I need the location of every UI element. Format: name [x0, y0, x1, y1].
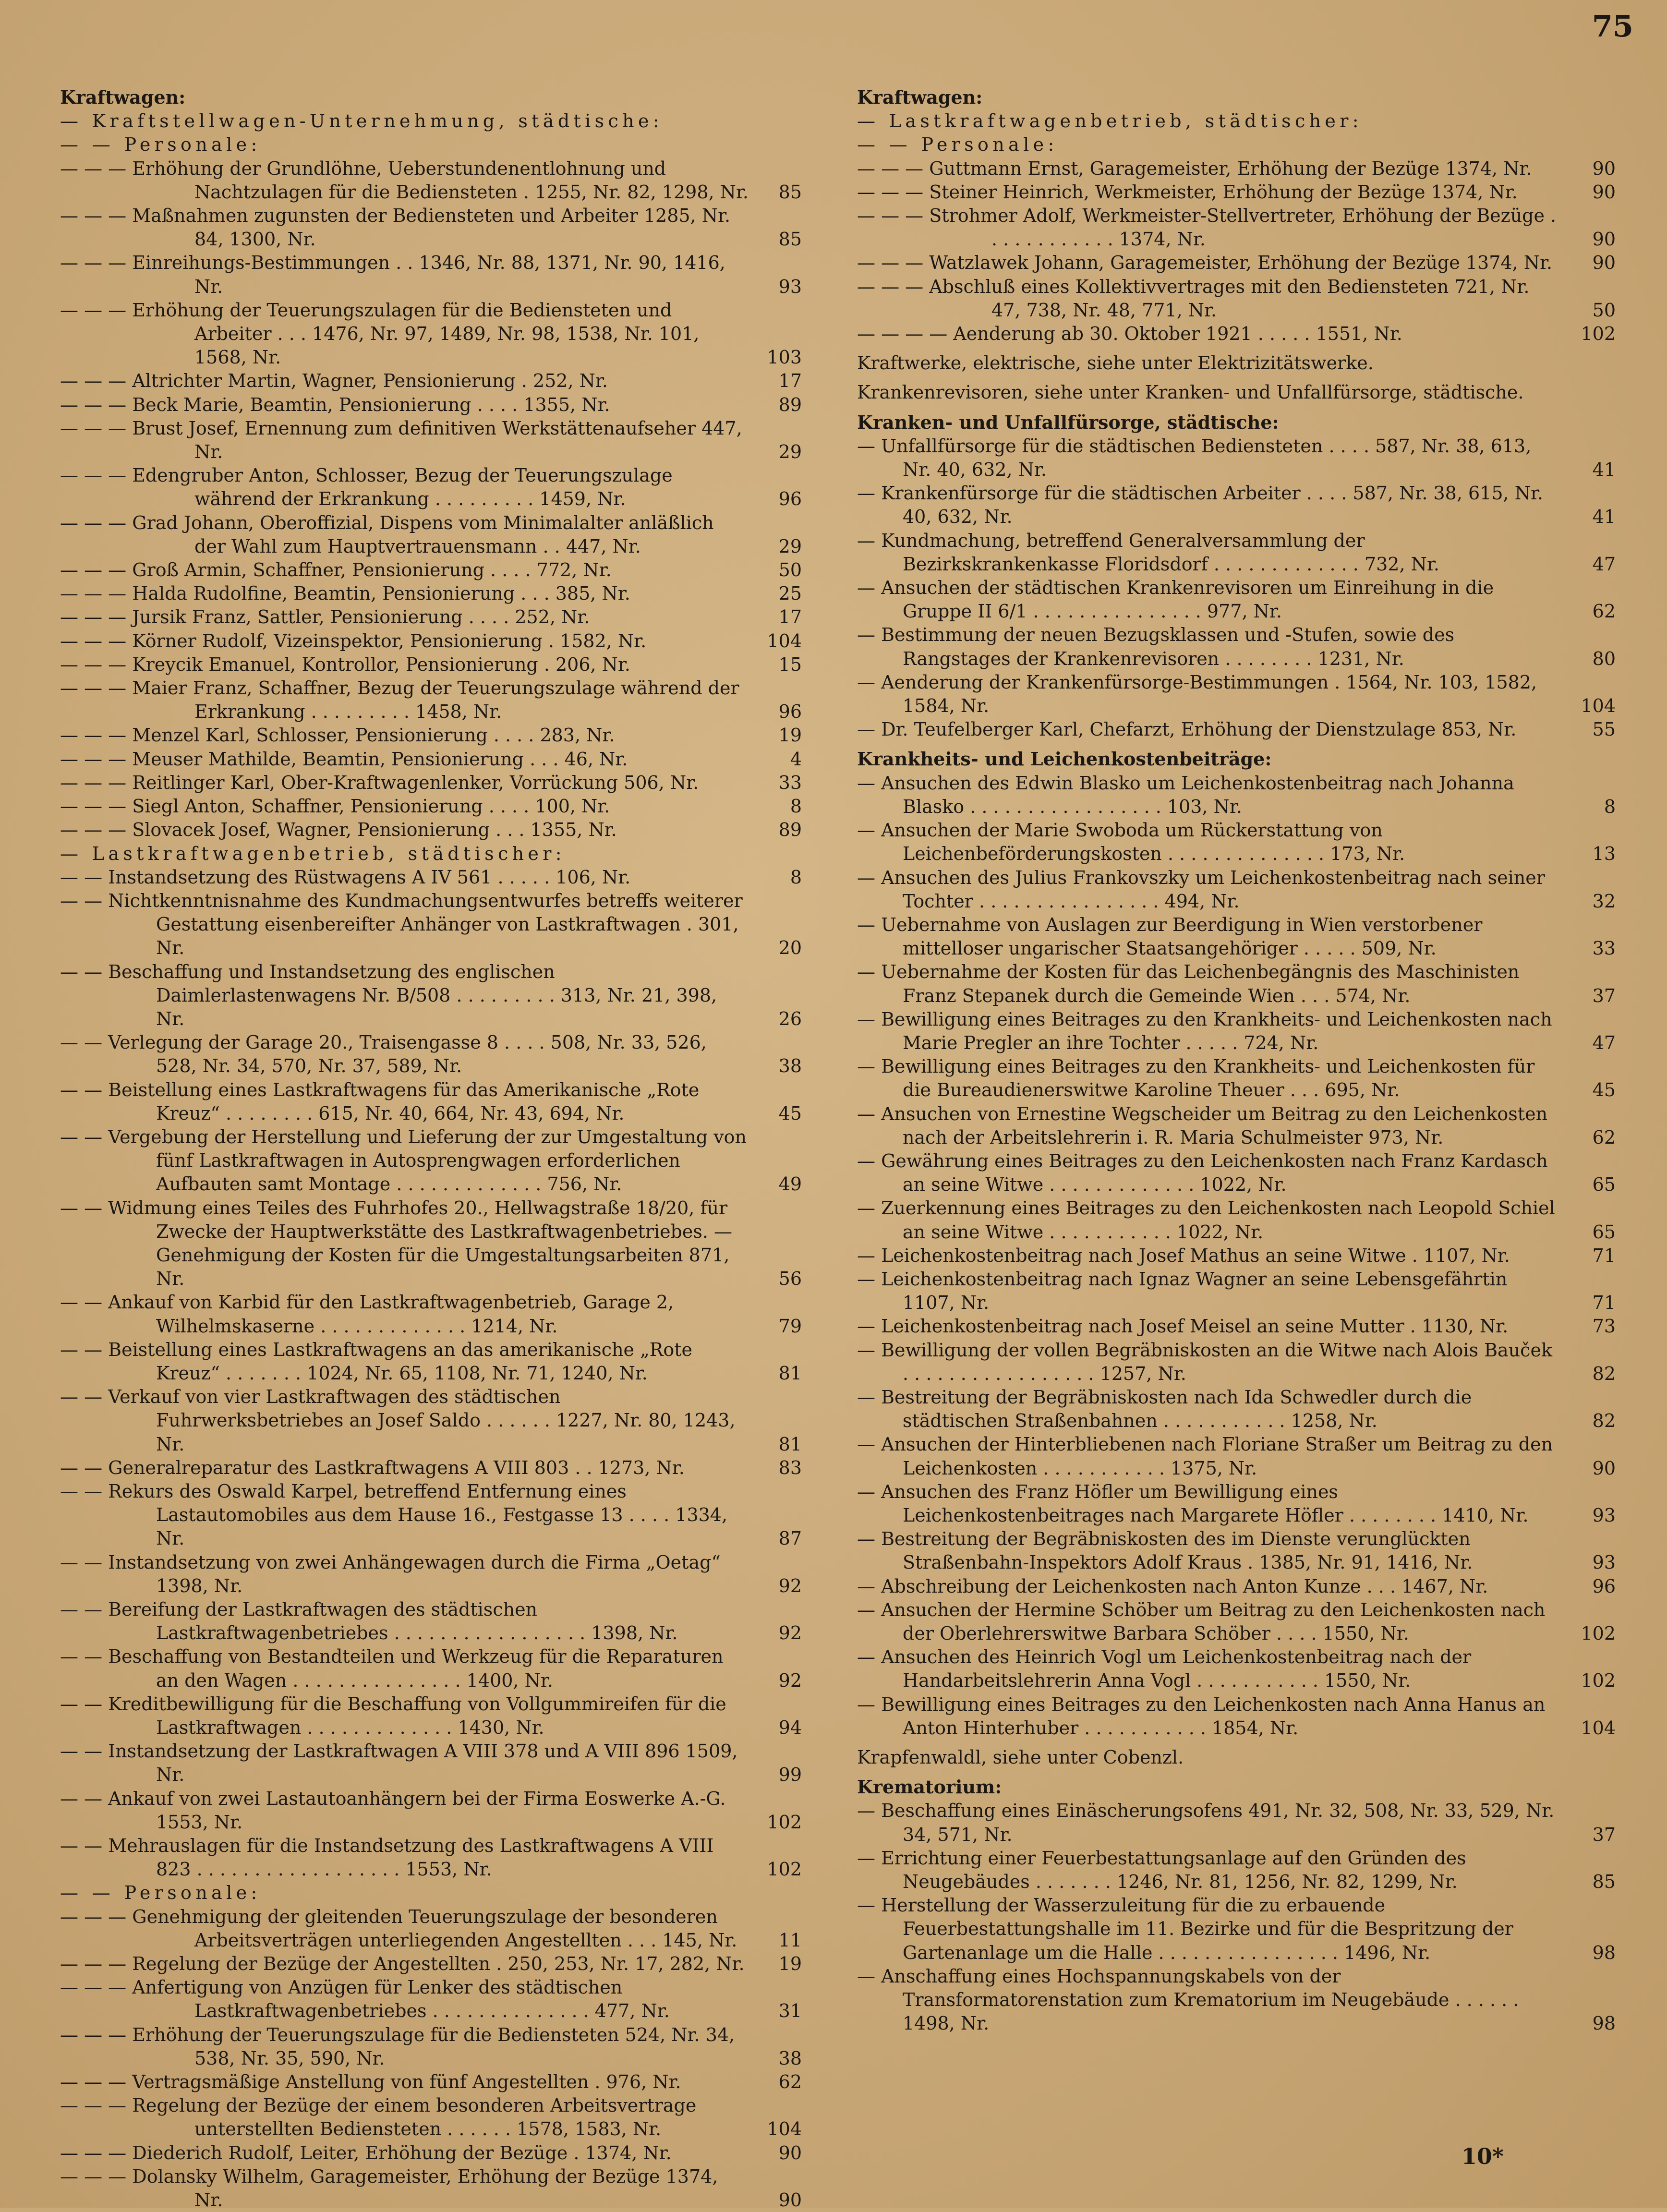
- index-entry: [857, 1645, 1616, 1692]
- index-entry: [60, 1881, 802, 1905]
- index-entry: [60, 2070, 802, 2094]
- page-ref: 15: [778, 653, 802, 675]
- index-entry: [857, 1598, 1616, 1645]
- page-ref: 81: [778, 1362, 802, 1384]
- page-ref: 8: [1604, 796, 1616, 817]
- index-entry: [857, 1339, 1616, 1386]
- index-entry: [857, 482, 1616, 529]
- page-ref: 85: [778, 181, 802, 203]
- index-entry: [60, 960, 802, 1031]
- entry-text: — — Personale:: [60, 1882, 261, 1904]
- index-entry: [857, 1268, 1616, 1315]
- page-ref: 73: [1592, 1316, 1616, 1337]
- index-entry: [857, 576, 1616, 623]
- index-entry: [857, 1244, 1616, 1268]
- index-entry: [857, 1965, 1616, 2036]
- page-ref: 92: [778, 1669, 802, 1691]
- index-entry: [60, 464, 802, 511]
- index-entry: [60, 629, 802, 653]
- entry-text: — — — Edengruber Anton, Schlosser, Bezug der Teuerungszulage während der Erkrankung . . . . . . . . . 1459, Nr.: [60, 465, 673, 510]
- entry-text: — — Beschaffung von Bestandteilen und Werkzeug für die Reparaturen an den Wagen . . . . . . . . . . . . . . . 1400, Nr.: [60, 1646, 724, 1691]
- entry-text: — Uebernahme von Auslagen zur Beerdigung in Wien verstorbener mittelloser ungarischer Staatsangehöriger . . . . . 509, Nr.: [857, 914, 1483, 959]
- index-entry: [60, 1197, 802, 1291]
- page-ref: 89: [778, 819, 802, 841]
- index-entry: [60, 795, 802, 818]
- entry-text: — Ansuchen des Franz Höfler um Bewilligung eines Leichenkostenbeitrages nach Margarete Höfler . . . . . . . . 1410, Nr.: [857, 1481, 1529, 1526]
- entry-text: Kraftwagen:: [60, 86, 186, 108]
- entry-text: — — Instandsetzung der Lastkraftwagen A VIII 378 und A VIII 896 1509, Nr.: [60, 1741, 738, 1786]
- page-ref: 90: [1592, 229, 1616, 250]
- entry-text: — — — Dolansky Wilhelm, Garagemeister, Erhöhung der Bezüge 1374, Nr.: [60, 2165, 718, 2211]
- page-ref: 87: [778, 1528, 802, 1549]
- entry-text: — — — Maßnahmen zugunsten der Bediensteten und Arbeiter 1285, Nr. 84, 1300, Nr.: [60, 205, 731, 250]
- page-ref: 104: [1581, 695, 1616, 717]
- page-ref: 90: [778, 2189, 802, 2211]
- index-entry: [857, 435, 1616, 482]
- page-ref: 62: [778, 2071, 802, 2093]
- index-heading: [857, 747, 1616, 771]
- index-entry: [60, 1456, 802, 1480]
- entry-text: Kraftwerke, elektrische, siehe unter Elektrizitätswerke.: [857, 352, 1374, 374]
- entry-text: — — — Reitlinger Karl, Ober-Kraftwagenlenker, Vorrückung 506, Nr.: [60, 772, 699, 793]
- index-entry: [857, 322, 1616, 346]
- entry-text: — — — Altrichter Martin, Wagner, Pensionierung . 252, Nr.: [60, 370, 608, 392]
- index-entry: [857, 181, 1616, 204]
- page-ref: 85: [1592, 1871, 1616, 1893]
- page-ref: 32: [1592, 890, 1616, 912]
- page-ref: 96: [778, 488, 802, 510]
- page-ref: 90: [778, 2142, 802, 2164]
- index-entry: [857, 1102, 1616, 1149]
- entry-text: — — — Erhöhung der Grundlöhne, Ueberstundenentlohnung und Nachtzulagen für die Bediensteten . 1255, Nr. 82, 1298, Nr.: [60, 157, 749, 203]
- page-ref: 47: [1592, 1032, 1616, 1053]
- entry-text: — — — Einreihungs-Bestimmungen . . 1346, Nr. 88, 1371, Nr. 90, 1416, Nr.: [60, 252, 725, 297]
- entry-text: — Ansuchen von Ernestine Wegscheider um Beitrag zu den Leichenkosten nach der Arbeitslehrerin i. R. Maria Schulmeister 973, Nr.: [857, 1103, 1548, 1148]
- page-ref: 17: [778, 370, 802, 392]
- page-ref: 102: [1581, 1670, 1616, 1692]
- index-entry: [60, 2141, 802, 2165]
- entry-text: — — — Regelung der Bezüge der Angestellten . 250, 253, Nr. 17, 282, Nr.: [60, 1953, 745, 1975]
- entry-text: — — — Vertragsmäßige Anstellung von fünf Angestellten . 976, Nr.: [60, 2071, 681, 2093]
- index-entry: [857, 866, 1616, 913]
- entry-text: Krankenrevisoren, siehe unter Kranken- und Unfallfürsorge, städtische.: [857, 382, 1524, 403]
- entry-text: — Leichenkostenbeitrag nach Josef Mathus an seine Witwe . 1107, Nr.: [857, 1245, 1510, 1266]
- entry-text: — — — Jursik Franz, Sattler, Pensionierung . . . . 252, Nr.: [60, 606, 590, 628]
- page-ref: 93: [778, 276, 802, 297]
- entry-text: — — — Siegl Anton, Schaffner, Pensionierung . . . . 100, Nr.: [60, 796, 610, 817]
- index-entry: [60, 251, 802, 298]
- entry-text: — — — Körner Rudolf, Vizeinspektor, Pensionierung . 1582, Nr.: [60, 630, 647, 652]
- entry-text: — Krankenfürsorge für die städtischen Arbeiter . . . . 587, Nr. 38, 615, Nr. 40, 632, Nr.: [857, 483, 1544, 528]
- index-entry: [60, 558, 802, 582]
- index-entry: [857, 819, 1616, 866]
- page-ref: 62: [1592, 1126, 1616, 1148]
- entry-text: — Zuerkennung eines Beitrages zu den Leichenkosten nach Leopold Schiel an seine Witwe . . . . . . . . . . . 1022, Nr.: [857, 1197, 1555, 1243]
- page-ref: 96: [778, 701, 802, 723]
- entry-text: — Ansuchen der Hermine Schöber um Beitrag zu den Leichenkosten nach der Oberlehrerswitwe Barbara Schöber . . . . 1550, Nr.: [857, 1599, 1546, 1644]
- page-ref: 33: [778, 772, 802, 793]
- index-entry: [60, 1787, 802, 1834]
- entry-text: — — Nichtkenntnisnahme des Kundmachungsentwurfes betreffs weiterer Gestattung eisenbereifter Anhänger von Lastkraftwagen . 301, Nr.: [60, 890, 743, 959]
- index-entry: [60, 1905, 802, 1952]
- page-ref: 8: [790, 796, 802, 817]
- page-ref: 90: [1592, 1457, 1616, 1479]
- entry-text: — — — Regelung der Bezüge der einem besonderen Arbeitsvertrage unterstellten Bediensteten . . . . . . 1578, 1583, Nr.: [60, 2095, 697, 2140]
- index-entry: [60, 842, 802, 866]
- page-ref: 89: [778, 394, 802, 415]
- page-ref: 93: [1592, 1504, 1616, 1526]
- page-number: 75: [1592, 9, 1633, 44]
- entry-text: — Bestreitung der Begräbniskosten nach Ida Schwedler durch die städtischen Straßenbahnen . . . . . . . . . . . 1258, Nr.: [857, 1386, 1472, 1432]
- index-entry: [857, 913, 1616, 960]
- page-ref: 38: [778, 1055, 802, 1077]
- entry-text: — — Beistellung eines Lastkraftwagens für das Amerikanische „Rote Kreuz“ . . . . . . . . 615, Nr. 40, 664, Nr. 43, 694, Nr.: [60, 1079, 700, 1124]
- index-entry: [60, 1385, 802, 1456]
- index-entry: [60, 1976, 802, 2023]
- index-entry: [857, 109, 1616, 133]
- page-ref: 71: [1592, 1292, 1616, 1314]
- page-ref: 81: [778, 1433, 802, 1455]
- page-ref: 33: [1592, 938, 1616, 959]
- index-entry: [60, 1291, 802, 1338]
- index-entry: [857, 1315, 1616, 1338]
- entry-text: — — — Guttmann Ernst, Garagemeister, Erhöhung der Bezüge 1374, Nr.: [857, 157, 1532, 179]
- entry-text: — — — Brust Josef, Ernennung zum definitiven Werkstättenaufseher 447, Nr.: [60, 417, 742, 463]
- page-ref: 96: [1592, 1575, 1616, 1597]
- page-ref: 79: [778, 1315, 802, 1337]
- page-ref: 102: [1581, 323, 1616, 345]
- entry-text: — — — Anfertigung von Anzügen für Lenker des städtischen Lastkraftwagenbetriebes . . . . . . . . . . . . . . 477, Nr.: [60, 1977, 670, 2022]
- index-entry: [60, 1551, 802, 1598]
- entry-text: — — — Groß Armin, Schaffner, Pensionierung . . . . 772, Nr.: [60, 559, 612, 581]
- page-ref: 102: [767, 1859, 802, 1880]
- page-ref: 29: [778, 441, 802, 463]
- index-entry: [60, 653, 802, 677]
- entry-text: — Kundmachung, betreffend Generalversammlung der Bezirkskrankenkasse Floridsdorf . . . . . . . . . . . . . 732, Nr.: [857, 530, 1439, 575]
- page-ref: 11: [778, 1929, 802, 1951]
- entry-text: — — Rekurs des Oswald Karpel, betreffend Entfernung eines Lastautomobiles aus dem Hause 16., Festgasse 13 . . . . 1334, Nr.: [60, 1480, 728, 1549]
- page-ref: 37: [1592, 985, 1616, 1006]
- page-ref: 82: [1592, 1410, 1616, 1432]
- index-entry: [857, 1433, 1616, 1480]
- index-entry: [857, 772, 1616, 819]
- entry-text: — Bestreitung der Begräbniskosten des im Dienste verunglückten Straßenbahn-Inspektors Adolf Kraus . 1385, Nr. 91, 1416, Nr.: [857, 1528, 1473, 1573]
- entry-text: — Lastkraftwagenbetrieb, städtischer:: [857, 110, 1363, 132]
- index-entry: [60, 889, 802, 960]
- index-entry: [857, 1386, 1616, 1433]
- entry-text: — Bewilligung eines Beitrages zu den Krankheits- und Leichenkosten für die Bureaudienerswitwe Karoline Theuer . . . 695, Nr.: [857, 1056, 1535, 1101]
- index-entry: [60, 1740, 802, 1787]
- index-entry: [60, 369, 802, 393]
- index-entry: [857, 718, 1616, 741]
- page-ref: 49: [778, 1173, 802, 1195]
- page-ref: 17: [778, 606, 802, 628]
- entry-text: — Leichenkostenbeitrag nach Ignaz Wagner an seine Lebensgefährtin 1107, Nr.: [857, 1268, 1508, 1314]
- index-entry: [857, 1527, 1616, 1574]
- entry-text: — — Vergebung der Herstellung und Lieferung der zur Umgestaltung von fünf Lastkraftwagen in Autosprengwagen erforderlichen Aufbauten samt Montage . . . . . . . . . . . . . 756, Nr.: [60, 1126, 747, 1195]
- index-entry: [60, 771, 802, 795]
- index-entry: [857, 204, 1616, 251]
- page-ref: 8: [790, 866, 802, 888]
- page-ref: 90: [1592, 157, 1616, 179]
- page-ref: 4: [790, 748, 802, 770]
- index-entry: [60, 1338, 802, 1385]
- index-heading: [857, 351, 1616, 375]
- entry-text: — Anschaffung eines Hochspannungskabels von der Transformatorenstation zum Krematorium im Neugebäude . . . . . . 1498, Nr.: [857, 1965, 1519, 2034]
- index-entry: [60, 605, 802, 629]
- entry-text: — — Verkauf von vier Lastkraftwagen des städtischen Fuhrwerksbetriebes an Josef Saldo . . . . . . 1227, Nr. 80, 1243, Nr.: [60, 1386, 736, 1455]
- page-ref: 85: [778, 229, 802, 250]
- page-ref: 62: [1592, 601, 1616, 622]
- page-ref: 90: [1592, 181, 1616, 203]
- entry-text: — — Widmung eines Teiles des Fuhrhofes 20., Hellwagstraße 18/20, für Zwecke der Hauptwerkstätte des Lastkraftwagenbetriebes. — Genehmigung der Kosten für die Umgestaltungsarbeiten 871, Nr.: [60, 1197, 733, 1290]
- index-heading: [60, 85, 802, 109]
- index-entry: [60, 393, 802, 417]
- entry-text: — — Beistellung eines Lastkraftwagens an das amerikanische „Rote Kreuz“ . . . . . . . 1024, Nr. 65, 1108, Nr. 71, 1240, Nr.: [60, 1339, 693, 1384]
- footer-signature-mark: 10*: [1461, 2143, 1504, 2169]
- entry-text: — — — Steiner Heinrich, Werkmeister, Erhöhung der Bezüge 1374, Nr.: [857, 181, 1518, 203]
- index-entry: [60, 1834, 802, 1881]
- page-ref: 103: [767, 347, 802, 368]
- page-ref: 25: [778, 583, 802, 604]
- entry-text: — — — Abschluß eines Kollektivvertrages mit den Bediensteten 721, Nr. 47, 738, Nr. 48, 771, Nr.: [857, 276, 1530, 321]
- entry-text: — Ansuchen der Marie Swoboda um Rückerstattung von Leichenbeförderungskosten . . . . . . . . . . . . . . 173, Nr.: [857, 820, 1405, 865]
- index-heading: [857, 1775, 1616, 1799]
- index-heading: [857, 381, 1616, 404]
- entry-text: — — — Halda Rudolfine, Beamtin, Pensionierung . . . 385, Nr.: [60, 583, 630, 604]
- index-entry: [60, 677, 802, 724]
- index-entry: [857, 1693, 1616, 1740]
- right-column: [857, 85, 1616, 2035]
- page-ref: 20: [778, 937, 802, 959]
- index-entry: [857, 1575, 1616, 1598]
- entry-text: — — — Erhöhung der Teuerungszulage für die Bediensteten 524, Nr. 34, 538, Nr. 35, 590, Nr.: [60, 2024, 735, 2069]
- index-entry: [60, 109, 802, 133]
- page-ref: 65: [1592, 1221, 1616, 1243]
- index-entry: [857, 133, 1616, 157]
- index-entry: [857, 671, 1616, 718]
- entry-text: — Leichenkostenbeitrag nach Josef Meisel an seine Mutter . 1130, Nr.: [857, 1316, 1509, 1337]
- entry-text: Kranken- und Unfallfürsorge, städtische:: [857, 411, 1279, 433]
- entry-text: — Herstellung der Wasserzuleitung für die zu erbauende Feuerbestattungshalle im 11. Bezirke und für die Bespritzung der Gartenanlage um die Halle . . . . . . . . . . . . . . . . 1496, Nr.: [857, 1895, 1513, 1963]
- index-entry: [60, 1692, 802, 1740]
- index-entry: [857, 1894, 1616, 1965]
- index-entry: [857, 1799, 1616, 1846]
- index-entry: [60, 1125, 802, 1197]
- page-ref: 47: [1592, 553, 1616, 575]
- entry-text: — — — Erhöhung der Teuerungszulagen für die Bediensteten und Arbeiter . . . 1476, Nr. 97, 1489, Nr. 98, 1538, Nr. 101, 1568, Nr.: [60, 299, 700, 368]
- entry-text: — — — Strohmer Adolf, Werkmeister-Stellvertreter, Erhöhung der Bezüge . . . . . . . . . . . . 1374, Nr.: [857, 205, 1557, 250]
- index-entry: [60, 818, 802, 842]
- entry-text: — — Instandsetzung von zwei Anhängewagen durch die Firma „Oetag“ 1398, Nr.: [60, 1551, 721, 1596]
- entry-text: — — Kreditbewilligung für die Beschaffung von Vollgummireifen für die Lastkraftwagen . . . . . . . . . . . . . 1430, Nr.: [60, 1693, 726, 1739]
- index-entry: [857, 529, 1616, 576]
- index-entry: [60, 417, 802, 464]
- index-entry: [857, 623, 1616, 670]
- entry-text: — Kraftstellwagen-Unternehmung, städtische:: [60, 110, 664, 132]
- page-ref: 71: [1592, 1245, 1616, 1266]
- index-entry: [857, 1149, 1616, 1197]
- index-entry: [857, 251, 1616, 275]
- page-ref: 104: [1581, 1717, 1616, 1739]
- index-entry: [60, 133, 802, 157]
- entry-text: — — Personale:: [60, 134, 261, 156]
- page-ref: 83: [778, 1457, 802, 1478]
- entry-text: — — Instandsetzung des Rüstwagens A IV 561 . . . . . 106, Nr.: [60, 866, 631, 888]
- entry-text: — Abschreibung der Leichenkosten nach Anton Kunze . . . 1467, Nr.: [857, 1575, 1488, 1597]
- entry-text: — — — Menzel Karl, Schlosser, Pensionierung . . . . 283, Nr.: [60, 725, 615, 746]
- page-ref: 104: [767, 2118, 802, 2140]
- index-entry: [60, 1078, 802, 1125]
- index-entry: [60, 866, 802, 889]
- entry-text: — Ansuchen des Julius Frankovszky um Leichenkostenbeitrag nach seiner Tochter . . . . . . . . . . . . . . . . 494, Nr.: [857, 867, 1545, 912]
- entry-text: — Ansuchen des Edwin Blasko um Leichenkostenbeitrag nach Johanna Blasko . . . . . . . . . . . . . . . . . 103, Nr.: [857, 772, 1514, 817]
- entry-text: — — — Slovacek Josef, Wagner, Pensionierung . . . 1355, Nr.: [60, 819, 617, 841]
- index-entry: [60, 511, 802, 558]
- index-heading: [857, 85, 1616, 109]
- page-ref: 56: [778, 1268, 802, 1290]
- entry-text: — — — Maier Franz, Schaffner, Bezug der Teuerungszulage während der Erkrankung . . . . . . . . . 1458, Nr.: [60, 677, 739, 723]
- page-ref: 50: [1592, 299, 1616, 321]
- entry-text: Krematorium:: [857, 1776, 1002, 1798]
- index-entry: [60, 204, 802, 251]
- entry-text: — — Bereifung der Lastkraftwagen des städtischen Lastkraftwagenbetriebes . . . . . . . . . . . . . . . . . 1398, Nr.: [60, 1599, 678, 1644]
- page-ref: 50: [778, 559, 802, 581]
- page-ref: 82: [1592, 1363, 1616, 1384]
- page-ref: 19: [778, 725, 802, 746]
- entry-text: — — — Diederich Rudolf, Leiter, Erhöhung der Bezüge . 1374, Nr.: [60, 2142, 672, 2164]
- page-ref: 38: [778, 2047, 802, 2069]
- index-entry: [60, 299, 802, 370]
- page-ref: 41: [1592, 459, 1616, 481]
- entry-text: — — — — Aenderung ab 30. Oktober 1921 . . . . . 1551, Nr.: [857, 323, 1402, 345]
- entry-text: — — — Grad Johann, Oberoffizial, Dispens vom Minimalalter anläßlich der Wahl zum Hauptvertrauensmann . . 447, Nr.: [60, 512, 714, 557]
- entry-text: — — — Meuser Mathilde, Beamtin, Pensionierung . . . 46, Nr.: [60, 748, 628, 770]
- entry-text: — — — Watzlawek Johann, Garagemeister, Erhöhung der Bezüge 1374, Nr.: [857, 252, 1553, 274]
- page-ref: 45: [778, 1102, 802, 1124]
- page-ref: 45: [1592, 1079, 1616, 1101]
- entry-text: — — Generalreparatur des Lastkraftwagens A VIII 803 . . 1273, Nr.: [60, 1457, 685, 1478]
- entry-text: — Unfallfürsorge für die städtischen Bediensteten . . . . 587, Nr. 38, 613, Nr. 40, 632, Nr.: [857, 435, 1532, 481]
- index-entry: [857, 1480, 1616, 1527]
- entry-text: — Bestimmung der neuen Bezugsklassen und -Stufen, sowie des Rangstages der Krankenrevisoren . . . . . . . . 1231, Nr.: [857, 624, 1455, 669]
- entry-text: — Dr. Teufelberger Karl, Chefarzt, Erhöhung der Dienstzulage 853, Nr.: [857, 719, 1517, 740]
- entry-text: — Beschaffung eines Einäscherungsofens 491, Nr. 32, 508, Nr. 33, 529, Nr. 34, 571, Nr.: [857, 1800, 1555, 1845]
- entry-text: — Errichtung einer Feuerbestattungsanlage auf den Gründen des Neugebäudes . . . . . . . 1246, Nr. 81, 1256, Nr. 82, 1299, Nr.: [857, 1847, 1466, 1893]
- entry-text: Kraftwagen:: [857, 86, 983, 108]
- index-entry: [60, 1031, 802, 1078]
- index-entry: [857, 157, 1616, 181]
- entry-text: — — Personale:: [857, 134, 1058, 156]
- left-column: [60, 85, 802, 2212]
- page-ref: 102: [1581, 1623, 1616, 1644]
- page-ref: 104: [767, 630, 802, 652]
- entry-text: — Bewilligung eines Beitrages zu den Leichenkosten nach Anna Hanus an Anton Hinterhuber . . . . . . . . . . . 1854, Nr.: [857, 1693, 1546, 1739]
- page-ref: 65: [1592, 1174, 1616, 1196]
- index-entry: [60, 1952, 802, 1976]
- entry-text: — Ansuchen der Hinterbliebenen nach Floriane Straßer um Beitrag zu den Leichenkosten . . . . . . . . . . . 1375, Nr.: [857, 1434, 1553, 1479]
- page-ref: 94: [778, 1717, 802, 1739]
- index-entry: [60, 724, 802, 747]
- page-ref: 90: [1592, 252, 1616, 274]
- page-ref: 80: [1592, 648, 1616, 669]
- page-ref: 31: [778, 2000, 802, 2022]
- entry-text: Krapfenwaldl, siehe unter Cobenzl.: [857, 1747, 1184, 1768]
- index-entry: [857, 1008, 1616, 1055]
- page-ref: 19: [778, 1953, 802, 1975]
- index-heading: [857, 1746, 1616, 1769]
- entry-text: — Ansuchen des Heinrich Vogl um Leichenkostenbeitrag nach der Handarbeitslehrerin Anna Vogl . . . . . . . . . . . 1550, Nr.: [857, 1646, 1472, 1692]
- entry-text: Krankheits- und Leichenkostenbeiträge:: [857, 748, 1272, 770]
- index-entry: [857, 1055, 1616, 1102]
- entry-text: — — Ankauf von zwei Lastautoanhängern bei der Firma Eoswerke A.-G. 1553, Nr.: [60, 1788, 726, 1833]
- index-entry: [60, 582, 802, 605]
- entry-text: — Aenderung der Krankenfürsorge-Bestimmungen . 1564, Nr. 103, 1582, 1584, Nr.: [857, 671, 1537, 717]
- page-ref: 55: [1592, 719, 1616, 740]
- index-entry: [60, 2094, 802, 2141]
- index-entry: [60, 1480, 802, 1551]
- page-ref: 102: [767, 1811, 802, 1833]
- entry-text: — — — Genehmigung der gleitenden Teuerungszulage der besonderen Arbeitsverträgen unterliegenden Angestellten . . . 145, Nr.: [60, 1906, 737, 1951]
- index-entry: [857, 960, 1616, 1007]
- page-ref: 37: [1592, 1824, 1616, 1845]
- page-ref: 98: [1592, 1942, 1616, 1963]
- page-ref: 26: [778, 1008, 802, 1029]
- entry-text: — Bewilligung eines Beitrages zu den Krankheits- und Leichenkosten nach Marie Pregler an ihre Tochter . . . . . 724, Nr.: [857, 1008, 1552, 1053]
- index-heading: [857, 411, 1616, 435]
- page-ref: 98: [1592, 2013, 1616, 2034]
- index-entry: [60, 1645, 802, 1692]
- page-ref: 99: [778, 1764, 802, 1786]
- entry-text: — Lastkraftwagenbetrieb, städtischer:: [60, 843, 566, 864]
- entry-text: — — — Kreycik Emanuel, Kontrollor, Pensionierung . 206, Nr.: [60, 653, 630, 675]
- page-ref: 29: [778, 535, 802, 557]
- index-entry: [857, 1847, 1616, 1894]
- entry-text: — — Verlegung der Garage 20., Traisengasse 8 . . . . 508, Nr. 33, 526, 528, Nr. 34, 570, Nr. 37, 589, Nr.: [60, 1032, 707, 1077]
- entry-text: — — Beschaffung und Instandsetzung des englischen Daimlerlastenwagens Nr. B/508 . . . . . . . . . 313, Nr. 21, 398, Nr.: [60, 961, 717, 1029]
- entry-text: — Uebernahme der Kosten für das Leichenbegängnis des Maschinisten Franz Stepanek durch die Gemeinde Wien . . . 574, Nr.: [857, 961, 1520, 1006]
- page-ref: 93: [1592, 1552, 1616, 1573]
- index-entry: [857, 1197, 1616, 1244]
- entry-text: — Ansuchen der städtischen Krankenrevisoren um Einreihung in die Gruppe II 6/1 . . . . . . . . . . . . . . . 977, Nr.: [857, 577, 1494, 622]
- index-entry: [60, 157, 802, 204]
- index-entry: [60, 2023, 802, 2070]
- index-entry: [60, 1598, 802, 1645]
- index-entry: [60, 748, 802, 771]
- index-entry: [60, 2165, 802, 2212]
- entry-text: — Gewährung eines Beitrages zu den Leichenkosten nach Franz Kardasch an seine Witwe . . . . . . . . . . . . . 1022, Nr.: [857, 1150, 1548, 1196]
- index-entry: [857, 275, 1616, 322]
- page-ref: 41: [1592, 506, 1616, 528]
- page-ref: 92: [778, 1622, 802, 1644]
- entry-text: — — — Beck Marie, Beamtin, Pensionierung . . . . 1355, Nr.: [60, 394, 610, 415]
- entry-text: — Bewilligung der vollen Begräbniskosten an die Witwe nach Alois Bauček . . . . . . . . . . . . . . . . . 1257, Nr.: [857, 1339, 1552, 1384]
- entry-text: — — Mehrauslagen für die Instandsetzung des Lastkraftwagens A VIII 823 . . . . . . . . . . . . . . . . . . 1553, Nr.: [60, 1835, 714, 1880]
- page-ref: 92: [778, 1575, 802, 1596]
- entry-text: — — Ankauf von Karbid für den Lastkraftwagenbetrieb, Garage 2, Wilhelmskaserne . . . . . . . . . . . . . 1214, Nr.: [60, 1292, 674, 1337]
- page-ref: 13: [1592, 843, 1616, 865]
